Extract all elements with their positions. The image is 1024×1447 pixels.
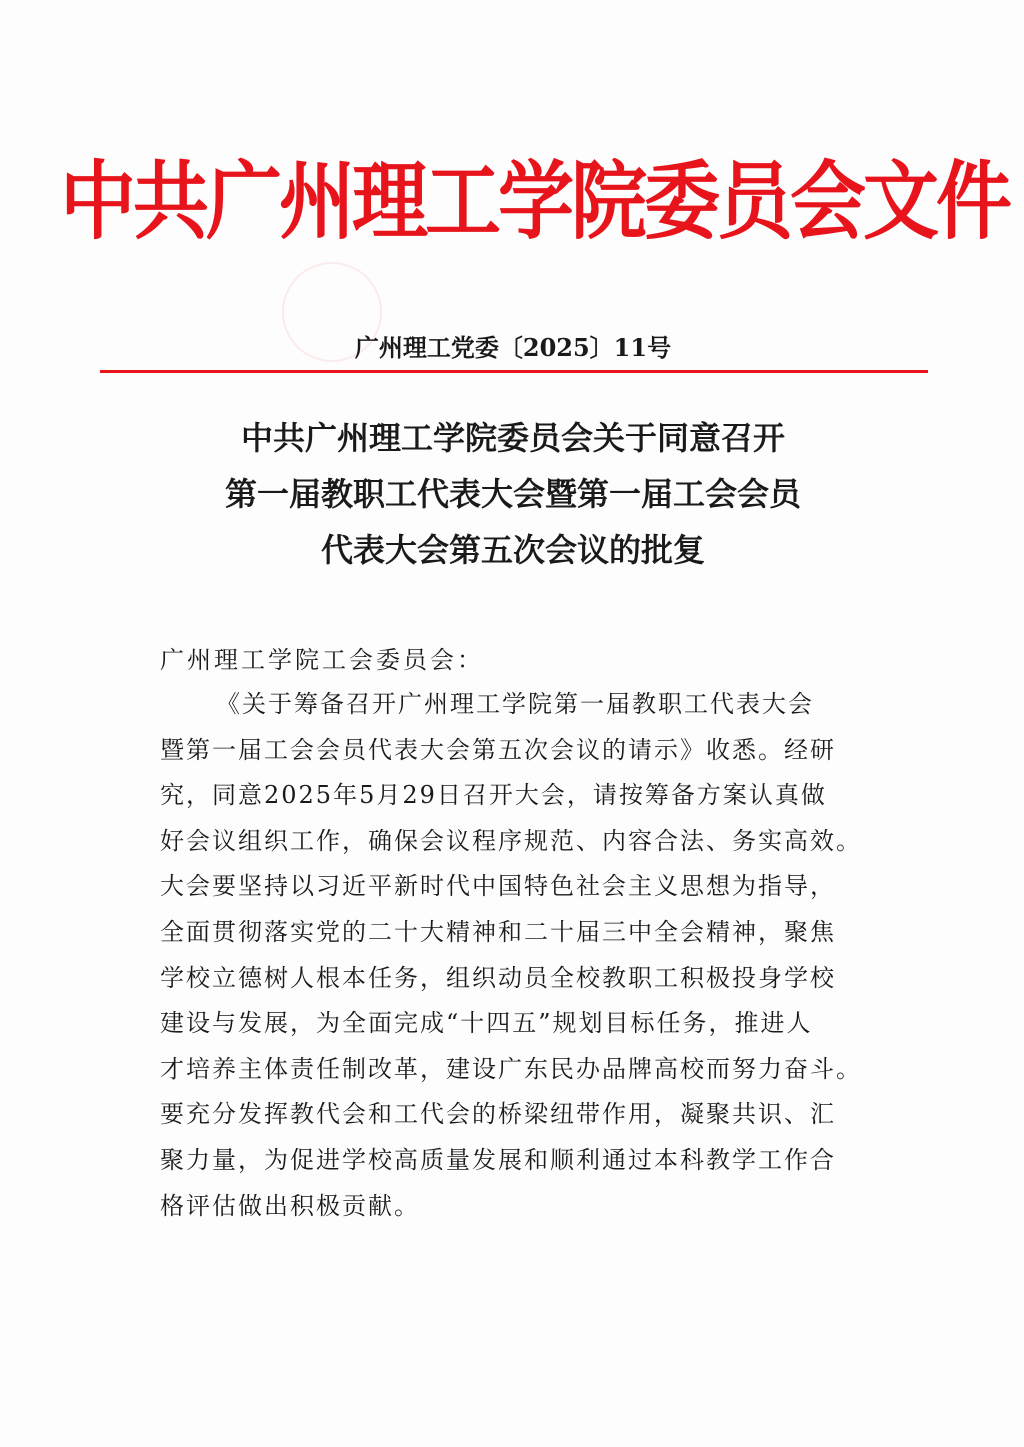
red-separator-line [100,370,928,373]
body-line: 学校立德树人根本任务，组织动员全校教职工积极投身学校 [160,963,836,992]
document-number: 广州理工党委〔2025〕11号 [354,333,672,362]
body-line: 格评估做出积极贡献。 [160,1191,420,1220]
body-line: 聚力量，为促进学校高质量发展和顺利通过本科教学工作合 [160,1145,836,1174]
title-line-3: 代表大会第五次会议的批复 [320,531,705,569]
document-title [100,410,926,578]
salutation: 广州理工学院工会委员会： [160,646,484,674]
body-line: 大会要坚持以习近平新时代中国特色社会主义思想为指导， [160,872,836,901]
body-line: 全面贯彻落实党的二十大精神和二十届三中全会精神，聚焦 [160,917,836,946]
body-line: 暨第一届工会会员代表大会第五次会议的请示》收悉。经研 [160,735,836,764]
body-line: 究，同意2025年5月29日召开大会，请按筹备方案认真做 [160,781,827,810]
title-line-2: 第一届教职工代表大会暨第一届工会会员 [224,475,801,513]
title-line-1: 中共广州理工学院委员会关于同意召开 [240,419,785,457]
body-line: 《关于筹备召开广州理工学院第一届教职工代表大会 [216,690,814,718]
document-masthead: 中共广州理工学院委员会文件 [60,151,1009,252]
body-paragraph [160,682,880,1229]
body-line: 好会议组织工作，确保会议程序规范、内容合法、务实高效。 [160,826,862,855]
body-line: 要充分发挥教代会和工代会的桥梁纽带作用，凝聚共识、汇 [160,1100,836,1129]
body-line: 建设与发展，为全面完成“十四五”规划目标任务，推进人 [160,1009,813,1038]
body-line: 才培养主体责任制改革，建设广东民办品牌高校而努力奋斗。 [160,1054,862,1083]
